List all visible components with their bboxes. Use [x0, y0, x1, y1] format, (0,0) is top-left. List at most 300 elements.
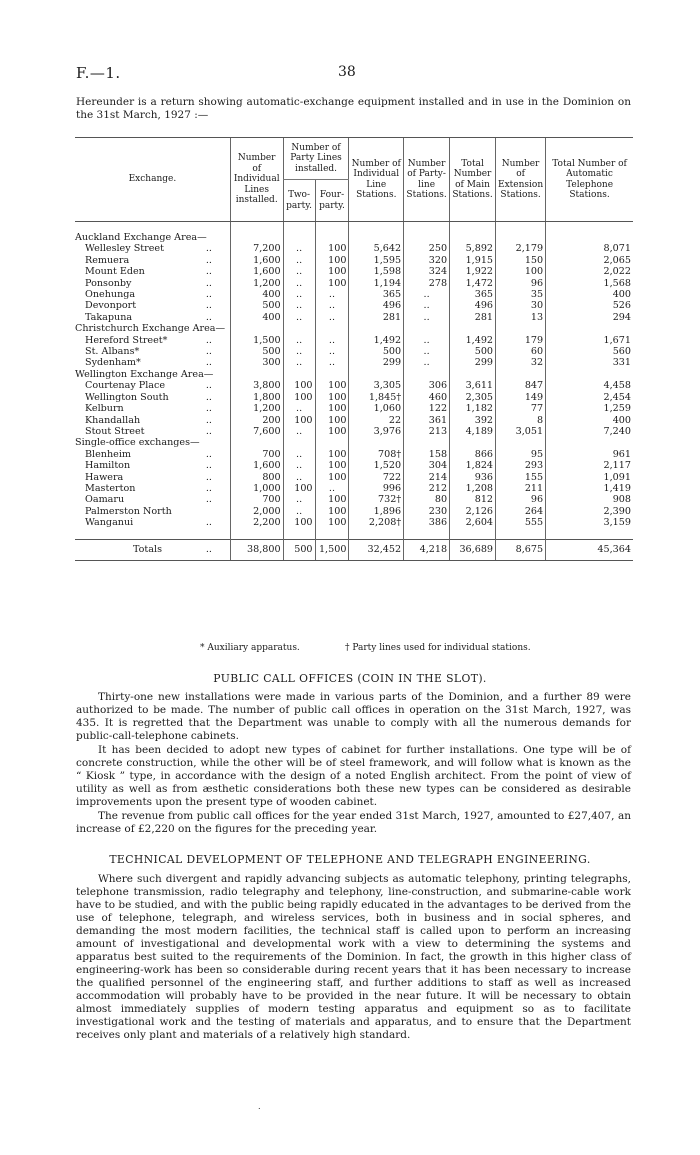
- cell-c8: 1,259: [546, 403, 633, 414]
- empty-cell: [404, 232, 450, 243]
- cell-c8: 4,458: [546, 380, 633, 391]
- cell-c8: 8,071: [546, 243, 633, 254]
- exchange-name: Sydenham*: [85, 357, 141, 369]
- cell-c8: 1,671: [546, 335, 633, 346]
- cell-c6: 1,824: [450, 460, 496, 471]
- cell-c7: 96: [496, 278, 546, 289]
- cell-c8: 526: [546, 300, 633, 311]
- cell-c1: 1,200: [230, 403, 283, 414]
- exchange-name: Palmerston North: [85, 505, 172, 517]
- cell-c6: 2,126: [450, 506, 496, 517]
- empty-cell: [450, 437, 496, 448]
- cell-c4: 1,492: [349, 335, 404, 346]
- cell-c6: 496: [450, 300, 496, 311]
- empty-cell: [283, 369, 315, 380]
- cell-c8: 294: [546, 312, 633, 323]
- empty-cell: [450, 369, 496, 380]
- cell-c7: 179: [496, 335, 546, 346]
- empty-cell: [283, 232, 315, 243]
- leader-dots: ..: [205, 482, 212, 494]
- cell-c4: 22: [349, 415, 404, 426]
- cell-c5: 80: [404, 494, 450, 505]
- cell-c4: 708†: [349, 449, 404, 460]
- cell-c2: ..: [283, 266, 315, 277]
- cell-c7: 13: [496, 312, 546, 323]
- cell-c1: 3,800: [230, 380, 283, 391]
- cell-c4: 722: [349, 472, 404, 483]
- area-label: Wellington Exchange Area—: [75, 368, 214, 380]
- cell-c5: 212: [404, 483, 450, 494]
- empty-cell: [230, 323, 283, 334]
- cell-c2: 100: [283, 380, 315, 391]
- cell-c4: 365: [349, 289, 404, 300]
- cell-c4: 1,060: [349, 403, 404, 414]
- cell-c1: 300: [230, 357, 283, 368]
- cell-c2: ..: [283, 494, 315, 505]
- empty-cell: [349, 369, 404, 380]
- cell-c7: 293: [496, 460, 546, 471]
- cell-c2: ..: [283, 312, 315, 323]
- empty-cell: [496, 323, 546, 334]
- empty-cell: [315, 232, 349, 243]
- cell-c2: ..: [283, 472, 315, 483]
- cell-c3: 100: [315, 506, 349, 517]
- table-row: [75, 300, 633, 311]
- table-row: [75, 437, 633, 448]
- cell-c4: 1,595: [349, 255, 404, 266]
- empty-cell: [404, 437, 450, 448]
- cell-c4: 1,520: [349, 460, 404, 471]
- leader-dots: ..: [205, 300, 212, 312]
- exchange-name: Khandallah: [85, 414, 141, 426]
- cell-c7: 30: [496, 300, 546, 311]
- exchange-name: Takapuna: [85, 311, 133, 323]
- empty-cell: [450, 323, 496, 334]
- cell-c5: 122: [404, 403, 450, 414]
- cell-c6: 2,604: [450, 517, 496, 528]
- cell-c2: ..: [283, 243, 315, 254]
- cell-c5: 278: [404, 278, 450, 289]
- table-row: [75, 415, 633, 426]
- cell-c3: 100: [315, 266, 349, 277]
- header-extension-stations: Number of Extension Stations.: [496, 138, 546, 222]
- exchange-equipment-table: [75, 137, 633, 561]
- header-party-line-stations: Number of Party-line Stations.: [404, 138, 450, 222]
- cell-c1: 700: [230, 449, 283, 460]
- table-row: [75, 506, 633, 517]
- cell-c1: 400: [230, 312, 283, 323]
- intro-paragraph: Hereunder is a return showing automatic-exchange equipment installed and in use in the Dominion on the 31st March, 1927 :—: [76, 96, 631, 121]
- cell-c8: 2,065: [546, 255, 633, 266]
- exchange-name: Wellington South: [85, 391, 169, 403]
- cell-c8: 1,419: [546, 483, 633, 494]
- cell-c7: 847: [496, 380, 546, 391]
- cell-c4: 281: [349, 312, 404, 323]
- area-label: Christchurch Exchange Area—: [75, 323, 226, 335]
- exchange-name: Courtenay Place: [85, 380, 166, 392]
- cell-c7: 150: [496, 255, 546, 266]
- paragraph-call-offices-3: The revenue from public call offices for the year ended 31st March, 1927, amounted to £27,407, an increase of £2,220 on the figures for the preceding year.: [76, 810, 631, 835]
- cell-c3: ..: [315, 289, 349, 300]
- cell-c7: 211: [496, 483, 546, 494]
- cell-c1: 1,600: [230, 255, 283, 266]
- cell-c7: 2,179: [496, 243, 546, 254]
- cell-c6: 2,305: [450, 392, 496, 403]
- leader-dots: ..: [205, 346, 212, 358]
- leader-dots: ..: [205, 391, 212, 403]
- cell-c1: 700: [230, 494, 283, 505]
- leader-dots: ..: [205, 277, 212, 289]
- empty-cell: [230, 232, 283, 243]
- table-row: [75, 380, 633, 391]
- cell-c5: 304: [404, 460, 450, 471]
- footnote-party-lines: † Party lines used for individual stations.: [345, 643, 531, 653]
- empty-cell: [450, 232, 496, 243]
- leader-dots: ..: [205, 403, 212, 415]
- leader-dots: ..: [205, 243, 212, 255]
- header-party-lines: Number of Party Lines installed.: [283, 138, 349, 180]
- exchange-name: Wanganui: [85, 517, 134, 529]
- empty-cell: [349, 437, 404, 448]
- empty-cell: [283, 437, 315, 448]
- cell-c4: 1,845†: [349, 392, 404, 403]
- cell-c8: 1,091: [546, 472, 633, 483]
- cell-c7: 3,051: [496, 426, 546, 437]
- exchange-name: Stout Street: [85, 425, 145, 437]
- cell-c8: 331: [546, 357, 633, 368]
- cell-c4: 5,642: [349, 243, 404, 254]
- table-row: [75, 472, 633, 483]
- exchange-name: Ponsonby: [85, 277, 132, 289]
- totals-label: Totals: [75, 539, 200, 560]
- cell-c3: 100: [315, 426, 349, 437]
- page-number: 38: [338, 64, 356, 80]
- cell-c1: 2,200: [230, 517, 283, 528]
- exchange-name: Remuera: [85, 254, 130, 266]
- cell-c3: 100: [315, 517, 349, 528]
- cell-c7: 264: [496, 506, 546, 517]
- header-two-party: Two-party.: [283, 180, 315, 222]
- empty-cell: [496, 437, 546, 448]
- cell-c3: 100: [315, 380, 349, 391]
- header-individual-lines: Number of Individual Lines installed.: [230, 138, 283, 222]
- cell-c5: ..: [404, 335, 450, 346]
- cell-c7: 100: [496, 266, 546, 277]
- total-c3: 1,500: [315, 539, 349, 560]
- cell-c8: 2,454: [546, 392, 633, 403]
- cell-c7: 149: [496, 392, 546, 403]
- cell-c7: 155: [496, 472, 546, 483]
- totals-row: [75, 539, 633, 560]
- table-row: [75, 449, 633, 460]
- leader-dots: ..: [205, 357, 212, 369]
- leader-dots: ..: [205, 414, 212, 426]
- empty-cell: [315, 369, 349, 380]
- cell-c8: 961: [546, 449, 633, 460]
- cell-c6: 299: [450, 357, 496, 368]
- exchange-name: Blenheim: [85, 448, 131, 460]
- table-row: [75, 346, 633, 357]
- cell-c5: 158: [404, 449, 450, 460]
- exchange-name: St. Albans*: [85, 346, 140, 358]
- cell-c3: 100: [315, 392, 349, 403]
- cell-c2: 100: [283, 517, 315, 528]
- cell-c6: 4,189: [450, 426, 496, 437]
- table-row: [75, 323, 633, 334]
- cell-c5: 213: [404, 426, 450, 437]
- cell-c1: 200: [230, 415, 283, 426]
- cell-c6: 1,182: [450, 403, 496, 414]
- cell-c1: 500: [230, 346, 283, 357]
- header-individual-line-stations: Number of Individual Line Stations.: [349, 138, 404, 222]
- leader-dots: ..: [205, 471, 212, 483]
- cell-c2: ..: [283, 300, 315, 311]
- cell-c4: 3,305: [349, 380, 404, 391]
- table-row: [75, 392, 633, 403]
- section-heading-technical-development: TECHNICAL DEVELOPMENT OF TELEPHONE AND TELEGRAPH ENGINEERING.: [109, 853, 591, 866]
- total-c4: 32,452: [349, 539, 404, 560]
- cell-c8: 2,390: [546, 506, 633, 517]
- table-row: [75, 232, 633, 243]
- cell-c2: 100: [283, 392, 315, 403]
- empty-cell: [496, 369, 546, 380]
- cell-c1: 1,800: [230, 392, 283, 403]
- cell-c5: 230: [404, 506, 450, 517]
- cell-c7: 555: [496, 517, 546, 528]
- cell-c6: 812: [450, 494, 496, 505]
- cell-c2: ..: [283, 335, 315, 346]
- empty-cell: [546, 232, 633, 243]
- empty-cell: [283, 323, 315, 334]
- cell-c4: 1,194: [349, 278, 404, 289]
- cell-c1: 1,000: [230, 483, 283, 494]
- cell-c2: 100: [283, 483, 315, 494]
- cell-c7: 32: [496, 357, 546, 368]
- leader-dots: ..: [205, 334, 212, 346]
- cell-c2: 100: [283, 415, 315, 426]
- cell-c5: ..: [404, 300, 450, 311]
- paragraph-call-offices-2: It has been decided to adopt new types of cabinet for further installations. One type will be of concrete construction, while the other will be of steel framework, and will follow what is known as the “ Kiosk ” type, in accordance with the design of a noted English architect. From the point of view of utility as well as from æsthetic considerations both these new types can be considered as desirable improvements upon the present type of wooden cabinet.: [76, 744, 631, 808]
- cell-c5: 460: [404, 392, 450, 403]
- leader-dots: ..: [205, 311, 212, 323]
- paragraph-technical-development: Where such divergent and rapidly advancing subjects as automatic telephony, printing telegraphs, telephone transmission, radio telegraphy and telephony, line-construction, and submarine-cable work have to be studied, and with the public being rapidly educated in the advantages to be derived from the use of telephone, telegraph, and wireless services, both in business and in social spheres, and demanding the most modern facilities, the technical staff is called upon to perform an increasing amount of investigational and developmental work with a view to determining the systems and apparatus best suited to the requirements of the Dominion. In fact, the growth in this higher class of engineering-work has been so considerable during recent years that it has been necessary to increase the qualified personnel of the engineering staff, and further additions to staff as well as increased accommodation will probably have to be provided in the near future. It will be necessary to obtain almost immediately supplies of modern testing apparatus and equipment so as to facilitate investigational work and the testing of materials and apparatus, and to ensure that the Department receives only plant and materials of a relatively high standard.: [76, 873, 631, 1041]
- cell-c7: 8: [496, 415, 546, 426]
- cell-c4: 1,598: [349, 266, 404, 277]
- cell-c4: 732†: [349, 494, 404, 505]
- cell-c1: 400: [230, 289, 283, 300]
- empty-cell: [230, 437, 283, 448]
- exchange-name: Oamaru: [85, 494, 125, 506]
- cell-c6: 392: [450, 415, 496, 426]
- cell-c4: 500: [349, 346, 404, 357]
- cell-c5: 386: [404, 517, 450, 528]
- leader-dots: ..: [205, 380, 212, 392]
- table-body: [75, 222, 633, 561]
- cell-c6: 3,611: [450, 380, 496, 391]
- cell-c5: ..: [404, 357, 450, 368]
- cell-c5: ..: [404, 346, 450, 357]
- exchange-name: Hereford Street*: [85, 334, 168, 346]
- header-four-party: Four-party.: [315, 180, 349, 222]
- cell-c2: ..: [283, 426, 315, 437]
- empty-cell: [404, 323, 450, 334]
- cell-c8: 3,159: [546, 517, 633, 528]
- cell-c1: 500: [230, 300, 283, 311]
- cell-c6: 1,492: [450, 335, 496, 346]
- cell-c4: 3,976: [349, 426, 404, 437]
- cell-c2: ..: [283, 346, 315, 357]
- cell-c2: ..: [283, 403, 315, 414]
- cell-c1: 7,200: [230, 243, 283, 254]
- total-c1: 38,800: [230, 539, 283, 560]
- cell-c3: 100: [315, 243, 349, 254]
- cell-c3: ..: [315, 346, 349, 357]
- cell-c3: 100: [315, 278, 349, 289]
- cell-c4: 299: [349, 357, 404, 368]
- cell-c7: 77: [496, 403, 546, 414]
- cell-c2: ..: [283, 278, 315, 289]
- empty-cell: [349, 323, 404, 334]
- area-label: Auckland Exchange Area—: [75, 232, 207, 243]
- cell-c3: 100: [315, 449, 349, 460]
- table-row: [75, 357, 633, 368]
- table-row: [75, 335, 633, 346]
- leader-dots: [200, 506, 230, 517]
- cell-c8: 400: [546, 289, 633, 300]
- section-heading-public-call-offices: PUBLIC CALL OFFICES (COIN IN THE SLOT).: [213, 672, 487, 685]
- cell-c3: ..: [315, 483, 349, 494]
- table-row: [75, 426, 633, 437]
- cell-c1: 2,000: [230, 506, 283, 517]
- leader-dots: ..: [205, 425, 212, 437]
- empty-cell: [230, 369, 283, 380]
- cell-c1: 1,600: [230, 266, 283, 277]
- cell-c6: 866: [450, 449, 496, 460]
- total-c8: 45,364: [546, 539, 633, 560]
- empty-cell: [404, 369, 450, 380]
- empty-cell: [496, 232, 546, 243]
- cell-c4: 1,896: [349, 506, 404, 517]
- leader-dots: ..: [200, 539, 230, 560]
- cell-c1: 7,600: [230, 426, 283, 437]
- exchange-name: Devonport: [85, 300, 137, 312]
- cell-c1: 1,200: [230, 278, 283, 289]
- area-label: Single-office exchanges—: [75, 437, 200, 449]
- table-row: [75, 289, 633, 300]
- cell-c5: 214: [404, 472, 450, 483]
- cell-c8: 1,568: [546, 278, 633, 289]
- cell-c7: 60: [496, 346, 546, 357]
- cell-c2: ..: [283, 255, 315, 266]
- cell-c3: 100: [315, 494, 349, 505]
- cell-c4: 496: [349, 300, 404, 311]
- cell-c7: 96: [496, 494, 546, 505]
- cell-c3: ..: [315, 357, 349, 368]
- cell-c7: 95: [496, 449, 546, 460]
- cell-c5: ..: [404, 312, 450, 323]
- table-row: [75, 278, 633, 289]
- table-row: [75, 517, 633, 528]
- footnote-auxiliary: * Auxiliary apparatus.: [200, 643, 300, 653]
- table-row: [75, 266, 633, 277]
- cell-c6: 5,892: [450, 243, 496, 254]
- header-main-stations: Total Number of Main Stations.: [450, 138, 496, 222]
- empty-cell: [315, 323, 349, 334]
- table-row: [75, 312, 633, 323]
- leader-dots: ..: [205, 517, 212, 529]
- exchange-name: Mount Eden: [85, 266, 145, 278]
- cell-c2: ..: [283, 289, 315, 300]
- cell-c8: 7,240: [546, 426, 633, 437]
- cell-c3: ..: [315, 312, 349, 323]
- cell-c6: 936: [450, 472, 496, 483]
- cell-c5: 306: [404, 380, 450, 391]
- cell-c3: ..: [315, 335, 349, 346]
- empty-cell: [315, 437, 349, 448]
- cell-c1: 1,600: [230, 460, 283, 471]
- cell-c2: ..: [283, 357, 315, 368]
- exchange-name: Hamilton: [85, 460, 131, 472]
- empty-cell: [546, 437, 633, 448]
- cell-c6: 365: [450, 289, 496, 300]
- cell-c3: ..: [315, 300, 349, 311]
- cell-c8: 908: [546, 494, 633, 505]
- cell-c3: 100: [315, 403, 349, 414]
- cell-c8: 560: [546, 346, 633, 357]
- cell-c3: 100: [315, 255, 349, 266]
- cell-c6: 1,208: [450, 483, 496, 494]
- empty-cell: [546, 369, 633, 380]
- header-automatic-stations: Total Number of Automatic Telephone Stations.: [546, 138, 633, 222]
- cell-c3: 100: [315, 460, 349, 471]
- cell-c3: 100: [315, 472, 349, 483]
- paragraph-call-offices-1: Thirty-one new installations were made in various parts of the Dominion, and a further 89 were authorized to be made. The number of public call offices in operation on the 31st March, 1927, was 435. It is regretted that the Department was unable to comply with all the numerous demands for public-call-telephone cabinets.: [76, 691, 631, 742]
- leader-dots: ..: [205, 448, 212, 460]
- leader-dots: ..: [205, 266, 212, 278]
- cell-c1: 1,500: [230, 335, 283, 346]
- leader-dots: ..: [205, 494, 212, 506]
- table-row: [75, 255, 633, 266]
- cell-c3: 100: [315, 415, 349, 426]
- leader-dots: ..: [205, 460, 212, 472]
- cell-c6: 281: [450, 312, 496, 323]
- total-c5: 4,218: [404, 539, 450, 560]
- cell-c2: ..: [283, 460, 315, 471]
- total-c6: 36,689: [450, 539, 496, 560]
- leader-dots: ..: [205, 254, 212, 266]
- cell-c4: 2,208†: [349, 517, 404, 528]
- cell-c1: 800: [230, 472, 283, 483]
- cell-c6: 1,472: [450, 278, 496, 289]
- exchange-name: Kelburn: [85, 403, 124, 415]
- cell-c8: 2,117: [546, 460, 633, 471]
- cell-c5: 320: [404, 255, 450, 266]
- cell-c5: 361: [404, 415, 450, 426]
- cell-c7: 35: [496, 289, 546, 300]
- table-row: [75, 403, 633, 414]
- total-c7: 8,675: [496, 539, 546, 560]
- cell-c2: ..: [283, 506, 315, 517]
- page-mark: .: [258, 1102, 261, 1111]
- table-row: [75, 494, 633, 505]
- cell-c6: 500: [450, 346, 496, 357]
- leader-dots: ..: [205, 289, 212, 301]
- cell-c8: 400: [546, 415, 633, 426]
- cell-c5: 324: [404, 266, 450, 277]
- total-c2: 500: [283, 539, 315, 560]
- exchange-name: Masterton: [85, 482, 136, 494]
- exchange-name: Wellesley Street: [85, 243, 164, 255]
